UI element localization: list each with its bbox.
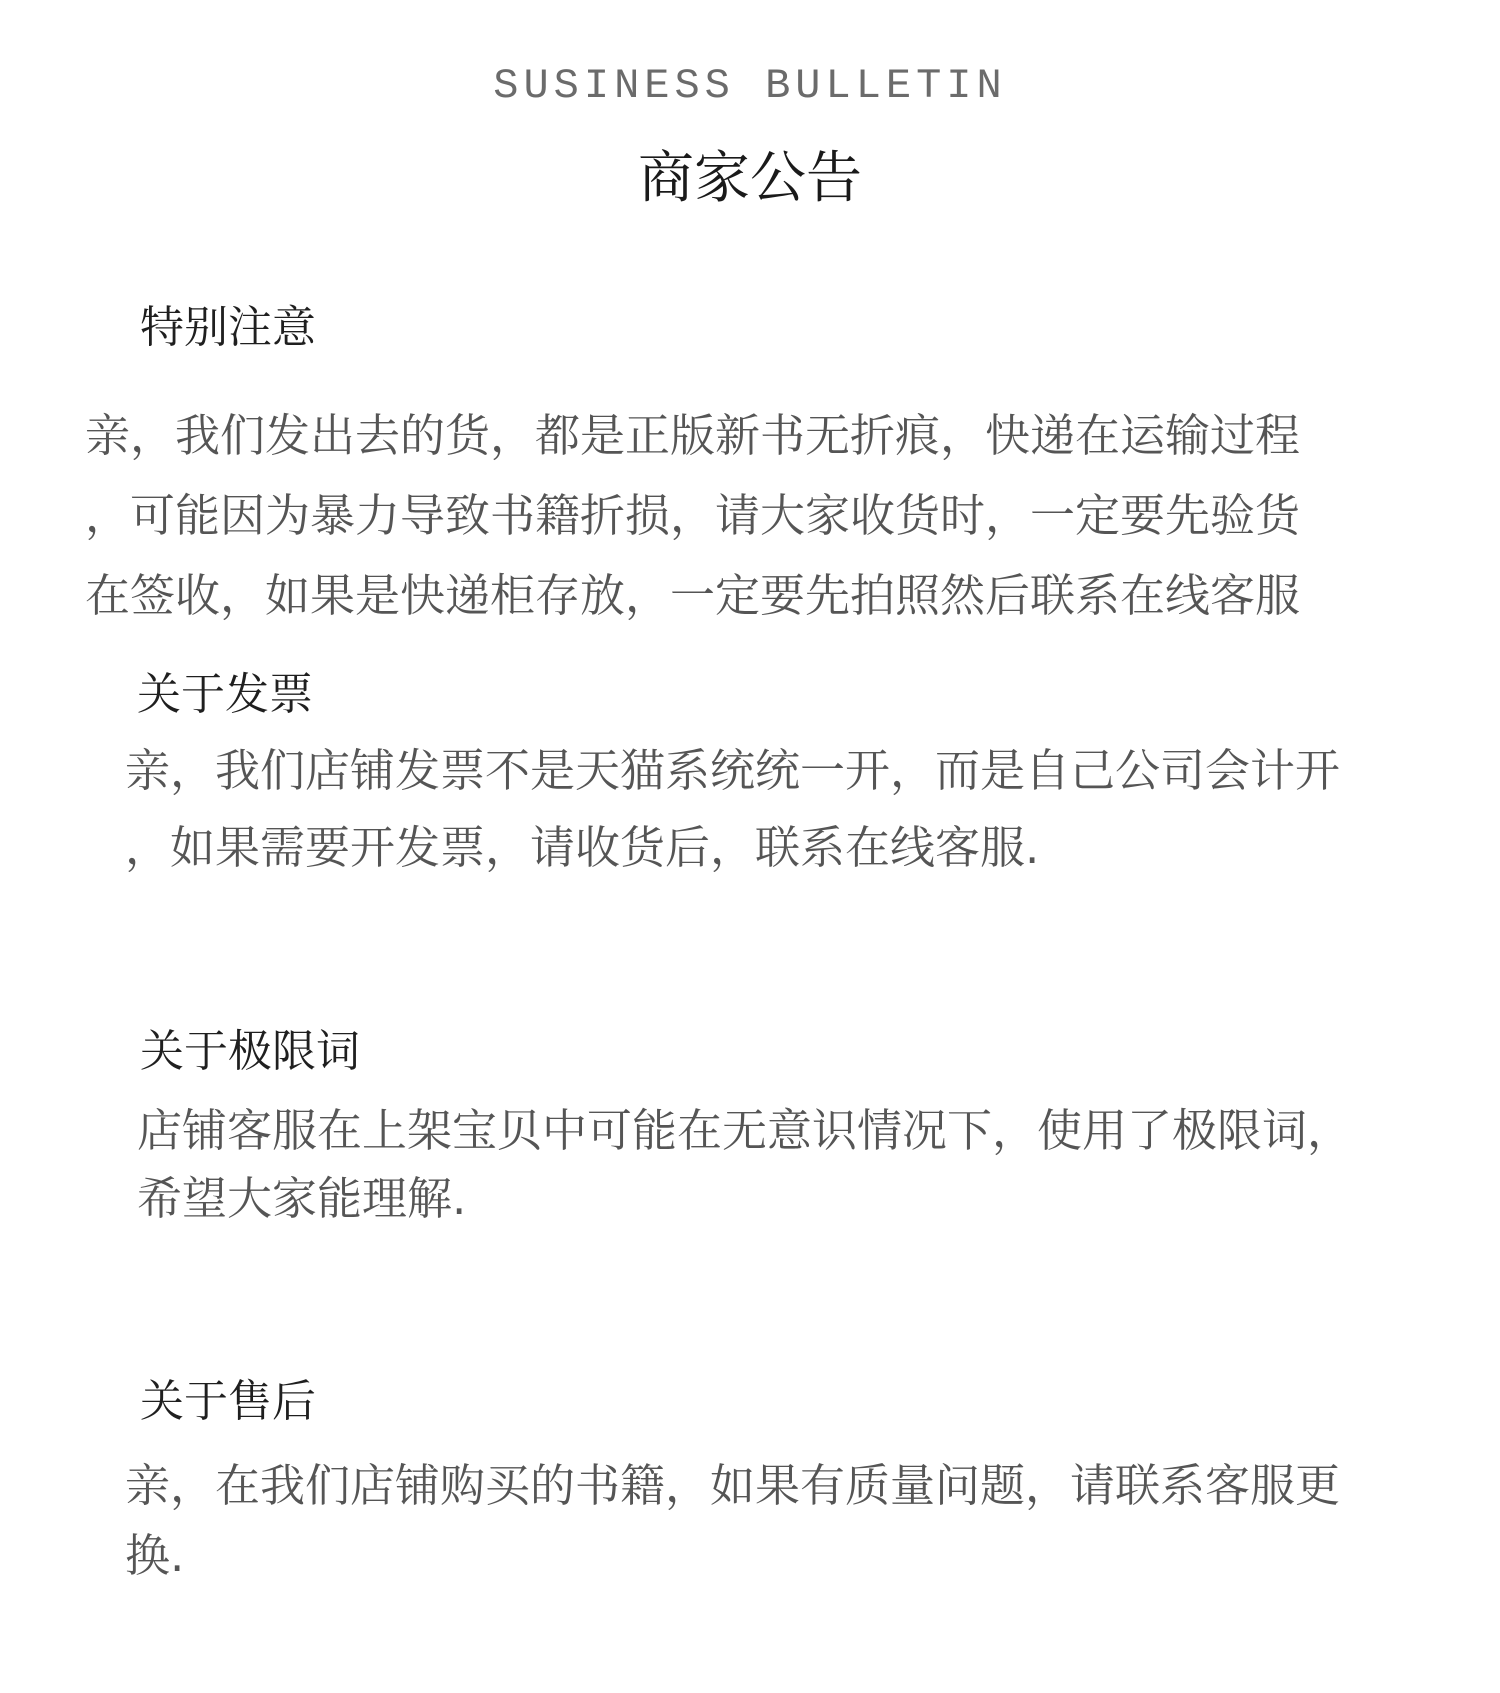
bulletin-title-cn: 商家公告 bbox=[638, 146, 862, 211]
body-line: 希望大家能理解. bbox=[137, 1172, 467, 1225]
body-line: ，如果需要开发票，请收货后，联系在线客服. bbox=[125, 821, 1040, 874]
body-line: 亲，我们发出去的货，都是正版新书无折痕，快递在运输过程 bbox=[85, 409, 1301, 462]
section-heading-special-notice: 特别注意 bbox=[140, 302, 316, 353]
section-body-invoice bbox=[125, 732, 1340, 886]
body-line: 亲，在我们店铺购买的书籍，如果有质量问题，请联系客服更 bbox=[125, 1459, 1341, 1512]
section-heading-after-sales: 关于售后 bbox=[140, 1376, 316, 1427]
body-line: 亲，我们店铺发票不是天猫系统统一开，而是自己公司会计开 bbox=[125, 744, 1341, 797]
body-line: 店铺客服在上架宝贝中可能在无意识情况下，使用了极限词， bbox=[137, 1104, 1353, 1157]
bulletin-title-en: SUSINESS BULLETIN bbox=[493, 62, 1007, 110]
section-heading-invoice: 关于发票 bbox=[137, 669, 313, 720]
section-heading-extreme-words: 关于极限词 bbox=[140, 1026, 360, 1077]
section-body-special-notice bbox=[85, 396, 1300, 636]
section-body-extreme-words bbox=[137, 1097, 1352, 1233]
section-body-after-sales bbox=[125, 1451, 1340, 1591]
body-line: 换. bbox=[125, 1529, 185, 1582]
body-line: ，可能因为暴力导致书籍折损，请大家收货时，一定要先验货 bbox=[85, 489, 1301, 542]
body-line: 在签收，如果是快递柜存放，一定要先拍照然后联系在线客服 bbox=[85, 569, 1301, 622]
